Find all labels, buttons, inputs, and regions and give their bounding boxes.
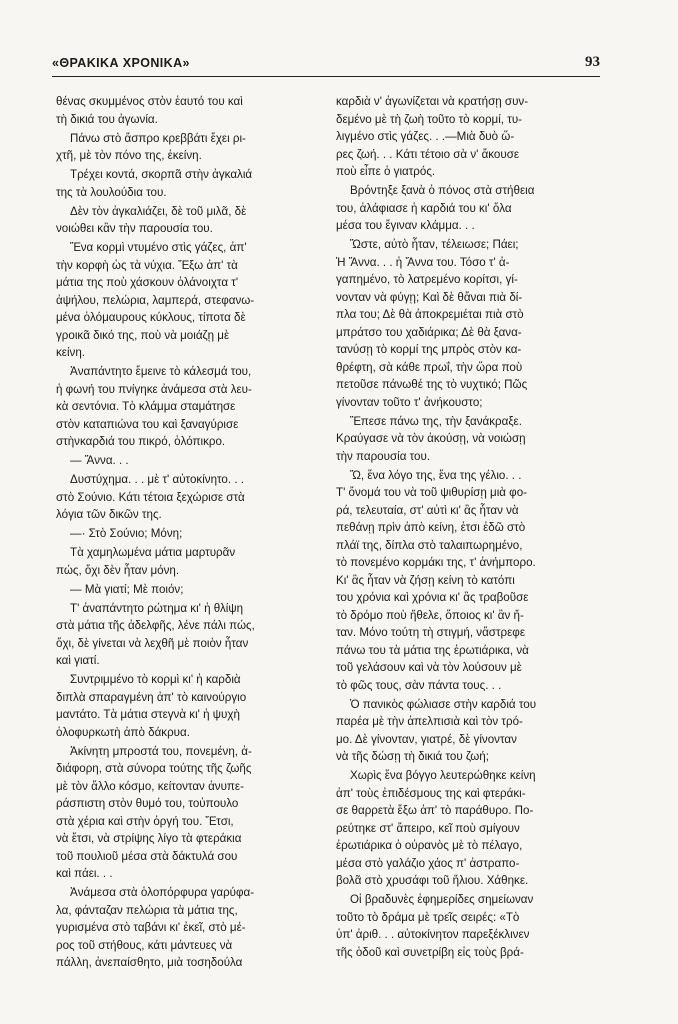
text-line: ὑπ' ἀριθ. . . αὐτοκίνητον παρεξέκλινεν (336, 928, 530, 941)
paragraph (336, 891, 598, 961)
text-line: Ἀναπάντητο ἔμεινε τὸ κάλεσμά του, (70, 365, 252, 378)
text-line: Κι' ἂς ἦταν νὰ ζήσῃ κείνη τὸ κατόπι (336, 573, 515, 587)
text-line: μάτια της ποὺ χάσκουν ὀλάνοιχτα τ' (56, 276, 239, 289)
text-line: τοῦτο τὸ δράμα μὲ τρεῖς σειρές: «Τὸ (336, 910, 520, 924)
text-line: ρες ζωή. . . Κάτι τέτοιο σὰ ν' ἄκουσε (336, 147, 520, 161)
text-line: ἀψήλου, πελώρια, λαμπερά, στεφανω- (56, 293, 255, 307)
page-number: 93 (585, 54, 600, 70)
text-line: ἀπ' τοὺς ἐπιδέσμους της καὶ φτεράκι- (336, 786, 526, 800)
text-line: Συντριμμένο τὸ κορμὶ κι' ἡ καρδιὰ (70, 673, 241, 686)
text-line: μένα ὁλόμαυρους κύκλους, τίποτα δὲ (56, 311, 246, 324)
text-line: Ὁ πανικὸς φώλιασε στὴν καρδιά του (350, 697, 537, 711)
text-line: τὸ δρόμο ποὺ ἤθελε, ὅποιος κι' ἂν ἤ- (336, 608, 524, 622)
paragraph (56, 544, 318, 579)
text-line: Ἔπεσε πάνω της, τὴν ξανάκραξε. (350, 414, 522, 428)
paragraph (56, 884, 318, 972)
paragraph (56, 671, 318, 741)
text-line: στὸν καταπιώνα του καὶ ξαναγύρισε (56, 417, 239, 431)
text-line: κὰ σεντόνια. Τὸ κλάμμα σταμάτησε (56, 400, 236, 413)
text-line: λιγμένο στὶς γάζες. . .—Μιὰ δυὸ ὥ- (336, 130, 515, 143)
text-line: νὰ ἔτσι, νὰ στρίψης λίγο τὰ φτεράκια (56, 832, 242, 845)
running-title: «ΘΡΑΚΙΚΑ ΧΡΟΝΙΚΑ» (52, 56, 190, 70)
text-line: ἡ φωνή του πνίγηκε ἀνάμεσα στὰ λευ- (56, 382, 252, 396)
text-line: λόγια τῶν δικῶν της. (56, 508, 162, 521)
paragraph (336, 236, 598, 411)
text-line: Ὤ, ἕνα λόγο της, ἕνα της γέλιο. . . (350, 468, 522, 482)
text-line: ρά, τελευταία, στ' αὐτὶ κι' ἂς ἦταν νὰ (336, 503, 519, 517)
text-line: νοιώθει κἂν τὴν παρουσία του. (56, 222, 213, 235)
text-line: βολᾶ στὸ χρυσάφι τοῦ ἥλιου. Χάθηκε. (336, 874, 529, 887)
text-line: ρος τοῦ στήθους, κάτι μάντευες νὰ (56, 938, 233, 952)
text-line: τῆς ὁδοῦ καὶ συνετρίβη εἰς τοὺς βρά- (336, 945, 524, 959)
text-line: γίνονταν τοῦτο τ' ἀνήκουστο; (336, 395, 483, 409)
text-line: πεθάνῃ πρὶν ἀπὸ κείνη, ἐτσι ἐδῶ στὸ (336, 521, 526, 534)
paragraph (56, 743, 318, 883)
paragraph (56, 471, 318, 524)
text-line: παρέα μὲ τὴν ἀπελπισιὰ καὶ τὸν τρό- (336, 715, 523, 728)
running-header (52, 52, 600, 77)
paragraph (336, 767, 598, 890)
text-line: θρέφτη, σὰ κάθε πρωΐ, τὴν ὥρα ποὺ (336, 360, 523, 374)
text-line: Ἀκίνητη μπροστά του, πονεμένη, ἀ- (70, 744, 252, 758)
text-line: τὴν παρουσία του. (336, 449, 431, 463)
text-line: Ἕνα κορμὶ ντυμένο στὶς γάζες, ἀπ' (70, 241, 247, 254)
text-line: Ἡ Ἄννα. . . ἡ Ἄννα του. Τόσο τ' ἀ- (336, 255, 510, 269)
text-line: ἐρωτιάρικα ὁ οὐρανὸς μὲ τὸ πέλαγο, (336, 839, 523, 852)
text-line: μέσα στὸ γαλάζιο χάος π' ἀστραπο- (336, 856, 520, 870)
paragraph (56, 600, 318, 670)
text-line: Τ' ὄνομά του νὰ τοῦ ψιθυρίσῃ μιὰ φο- (336, 486, 528, 499)
text-line: νὰ τῆς δώσῃ τὴ δικιά του ζωή; (336, 750, 489, 763)
paragraph (56, 581, 318, 599)
text-line: στὸ Σούνιο. Κάτι τέτοια ξεχώρισε στὰ (56, 490, 245, 504)
text-line: ὄχι, δὲ γίνεται νὰ λεχθῆ μὲ ποιὸν ἦταν (56, 636, 249, 650)
text-line: στὴνκαρδιά του πικρό, ὁλόπικρο. (56, 435, 226, 448)
left-text-column (56, 93, 318, 973)
text-line: σε θαρρετὰ ἔξω ἀπ' τὸ παράθυρο. Πο- (336, 804, 534, 817)
text-line: τανύσῃ τὸ κορμί της μπρὸς στὸν κα- (336, 343, 522, 356)
text-line: τὴν κορφὴ ὡς τὰ νύχια. Ἔξω ἀπ' τὰ (56, 258, 238, 272)
text-line: τοῦ πουλιοῦ μέσα στὰ δάκτυλά σου (56, 849, 238, 863)
text-line: θένας σκυμμένος στὸν ἑαυτό του καὶ (56, 95, 243, 108)
text-line: ὁλοφυρκωτὴ ἀπὸ δάκρυα. (56, 725, 190, 739)
text-line: μπράτσο του χαδιάρικα; Δὲ θὰ ξανα- (336, 325, 522, 339)
text-line: τοῦ γελάσουν καὶ νὰ τὸν λούσουν μὲ (336, 661, 522, 674)
text-line: μέσα του ἔγιναν κλάμμα. . . (336, 219, 475, 232)
paragraph (56, 203, 318, 238)
text-line: καρδιὰ ν' ἀγωνίζεται νὰ κρατήσῃ συν- (336, 95, 529, 108)
text-line: ρεύτηκε στ' ἄπειρο, κεῖ ποὺ σμίγουν (336, 821, 520, 835)
text-line: δεμένο μὲ τὴ ζωὴ τοῦτο τὸ κορμί, τυ- (336, 112, 523, 126)
text-line: — Μὰ γιατί; Μὲ ποιόν; (70, 582, 184, 596)
text-line: Ὥστε, αὐτὸ ἦταν, τέλειωσε; Πάει; (350, 238, 519, 251)
text-line: μο. Δὲ γίνονταν, γιατρέ, δὲ γίνονταν (336, 732, 517, 746)
paragraph (56, 239, 318, 362)
text-line: μαντάτο. Τὰ μάτια στεγνὰ κι' ἡ ψυχὴ (56, 708, 240, 721)
text-line: διάφορη, στὰ σύνορα τούτης τῆς ζωῆς (56, 762, 252, 775)
text-line: —· Στὸ Σούνιο; Μόνη; (70, 527, 183, 540)
text-line: του χρόνια καὶ χρόνια κι' ἂς τραβοῦσε (336, 591, 529, 604)
paragraph (336, 93, 598, 181)
text-line: μὲ τὸν ἄλλο κόσμο, κείτονταν ἀνυπε- (56, 779, 244, 793)
paragraph (56, 130, 318, 165)
paragraph (56, 363, 318, 451)
text-line: ποὺ εἶπε ὁ γιατρός. (336, 165, 436, 178)
text-line: καὶ γιατί. (56, 654, 100, 667)
text-line: καὶ πάει. . . (56, 867, 113, 880)
text-line: πετοῦσε πάνωθέ της τὸ νυχτικό; Πῶς (336, 378, 528, 391)
text-line: τὴ δικιά του ἀγωνία. (56, 112, 158, 126)
text-line: γροικᾶ δικό της, ποὺ νὰ μοιάζῃ μὲ (56, 328, 230, 342)
text-line: γυρισμένα στὸ ταβάνι κι' ἐκεῖ, στὸ μέ- (56, 921, 246, 934)
right-text-column (336, 93, 598, 963)
text-line: Κραύγασε νὰ τὸν ἀκούσῃ, νὰ νοιώσῃ (336, 432, 526, 445)
text-line: Τρέχει κοντά, σκορπᾶ στὴν ἀγκαλιά (70, 168, 253, 181)
paragraph (56, 525, 318, 543)
text-line: γαπημένο, τὸ λατρεμένο κορίτσι, γί- (336, 273, 518, 286)
text-line: Δυστύχημα. . . μὲ τ' αὐτοκίνητο. . . (70, 473, 244, 486)
text-line: Τὰ χαμηλωμένα μάτια μαρτυρᾶν (70, 546, 236, 559)
text-line: Τ' ἀναπάντητο ρώτημα κι' ἡ θλίψη (70, 601, 244, 615)
text-line: στὰ χέρια καὶ στὴν ὀργή του. Ἔτσι, (56, 814, 234, 828)
text-line: στὰ μάτια τῆς ἀδελφῆς, λένε πάλι πώς, (56, 619, 255, 632)
paragraph (336, 182, 598, 235)
text-line: — Ἄννα. . . (70, 454, 129, 467)
text-line: ράσπιστη στὸν θυμό του, τοὐπουλο (56, 797, 239, 810)
text-line: Οἱ βραδυνὲς ἐφημερίδες σημείωναν (350, 893, 534, 906)
text-line: κείνη. (56, 346, 86, 359)
text-line: Δὲν τὸν ἀγκαλιάζει, δὲ τοῦ μιλᾶ, δὲ (70, 204, 247, 218)
text-line: πάλλη, ἀνεπαίσθητο, μιὰ τοσηδούλα (56, 956, 243, 969)
text-line: χτῆ, μὲ τὸν πόνο της, ἐκείνη. (56, 149, 202, 162)
text-line: πάνω του τὰ μάτια της ἐρωτιάρικα, νὰ (336, 643, 529, 657)
text-line: νονταν νὰ φύγῃ; Καὶ δὲ θἄναι πιὰ δί- (336, 290, 523, 304)
paragraph (336, 696, 598, 766)
paragraph (336, 467, 598, 695)
paragraph (56, 93, 318, 128)
text-line: πλα του; Δὲ θὰ ἀποκρεμιέται πιὰ στὸ (336, 308, 524, 321)
text-line: τὸ φῶς τους, σὰν πάντα τους. . . (336, 678, 502, 692)
text-line: πώς, ὄχι δὲν ἦταν μόνη. (56, 563, 180, 577)
text-line: διπλὰ σπαραγμένη ἀπ' τὸ καινούργιο (56, 690, 247, 704)
text-line: της τὰ λουλούδια του. (56, 185, 167, 199)
text-line: Ἀνάμεσα στὰ ὁλοπόρφυρα γαρύφα- (70, 886, 255, 899)
text-line: ταν. Μόνο τούτη τὴ στιγμή, νἄστρεφε (336, 626, 525, 639)
paragraph (336, 413, 598, 466)
text-line: Πάνω στὸ ἄσπρο κρεββάτι ἔχει ρι- (70, 131, 246, 145)
text-line: λα, φάνταζαν πελώρια τὰ μάτια της, (56, 903, 238, 917)
text-line: Βρόντηξε ξανὰ ὁ πόνος στὰ στήθεια (350, 184, 535, 197)
text-line: τὸ πονεμένο κορμάκι της, τ' ἀνήμπορο. (336, 556, 536, 569)
text-line: Χωρὶς ἕνα βόγγο λευτερώθηκε κείνη (350, 769, 536, 782)
paragraph (56, 166, 318, 201)
text-line: του, ἀλάφιασε ἡ καρδιά του κι' ὅλα (336, 201, 512, 215)
paragraph (56, 452, 318, 470)
text-line: πλάϊ της, δίπλα στὸ ταλαιπωρημένο, (336, 538, 523, 552)
